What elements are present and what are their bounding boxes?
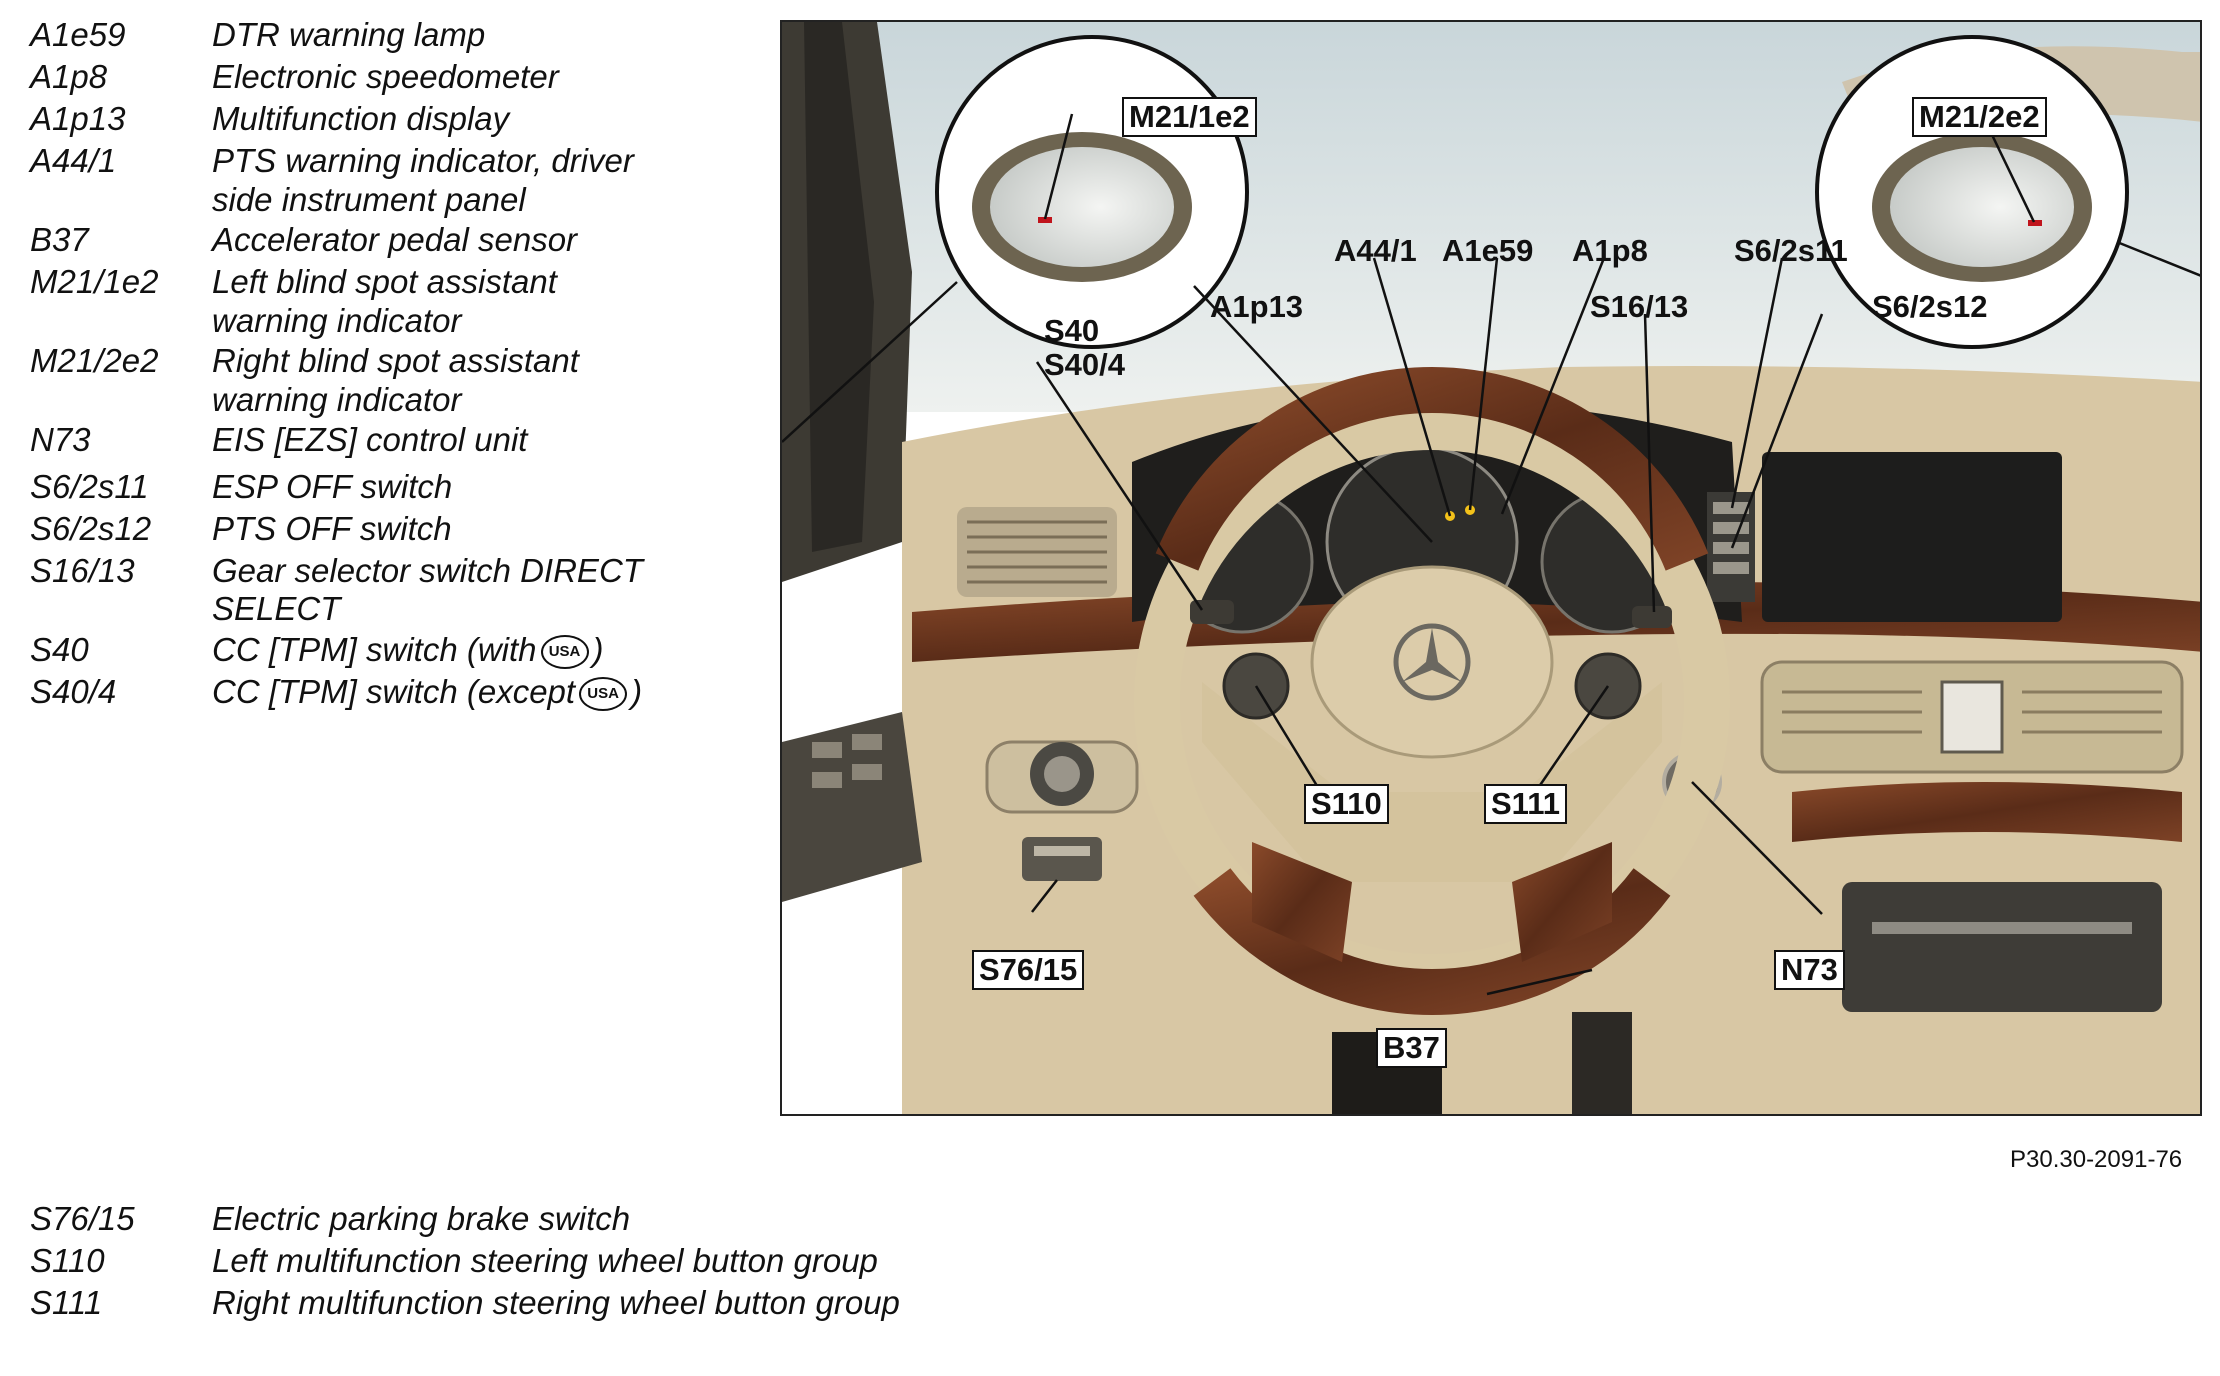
left-mirror-glass [990,147,1174,267]
legend-desc: PTS warning indicator, driver [212,142,634,179]
callout-a1e59: A1e59 [1442,233,1534,268]
legend-desc [212,631,604,669]
figure-reference-number: P30.30-2091-76 [2010,1146,2183,1173]
callout-s111: S111 [1484,784,1567,824]
callout-a1p13: A1p13 [1210,289,1304,324]
legend-desc: warning indicator [212,381,462,418]
legend-desc: Left blind spot assistant [212,263,557,300]
legend-desc: ESP OFF switch [212,468,453,505]
parking-brake-switch [1022,837,1102,881]
right-blind-spot-indicator [2028,220,2042,226]
legend-desc: SELECT [212,590,341,627]
legend-code: S76/15 [30,1200,135,1237]
legend-desc: Gear selector switch DIRECT [212,552,643,589]
callout-s6-2s11: S6/2s11 [1734,233,1848,268]
callout-b37: B37 [1376,1028,1447,1068]
legend-desc-close: ) [592,631,604,668]
callout-m21-1e2: M21/1e2 [1122,97,1257,137]
legend-desc-text: CC [TPM] switch (with [212,631,537,668]
legend-code: S6/2s12 [30,510,152,547]
callout-s40: S40 [1044,313,1100,348]
callout-s6-2s12: S6/2s12 [1872,289,1988,324]
right-mirror-glass [1890,147,2074,267]
legend-desc: Multifunction display [212,100,510,137]
legend-desc: Electronic speedometer [212,58,559,95]
legend-code: S6/2s11 [30,468,149,505]
legend-desc: PTS OFF switch [212,510,452,547]
legend-code: S16/13 [30,552,135,589]
callout-n73: N73 [1774,950,1845,990]
legend-code: A1p13 [30,100,126,137]
legend-desc-close: ) [631,673,643,710]
callout-a1p8: A1p8 [1572,233,1648,268]
legend-desc: Right blind spot assistant [212,342,579,379]
legend-code: A1p8 [30,58,108,95]
legend-desc: Left multifunction steering wheel button group [212,1242,878,1279]
callout-m21-2e2: M21/2e2 [1912,97,2047,137]
usa-badge: USA [579,677,627,711]
legend-desc-text: CC [TPM] switch (except [212,673,576,710]
legend-code: A44/1 [30,142,117,179]
legend-desc: side instrument panel [212,181,526,218]
legend-code: N73 [30,421,91,458]
callout-s40-4: S40/4 [1044,347,1126,382]
legend-desc: Accelerator pedal sensor [212,221,578,258]
legend-code: S40/4 [30,673,117,710]
callout-a44-1: A44/1 [1334,233,1417,268]
legend-code: M21/1e2 [30,263,159,300]
legend-desc [212,673,642,711]
legend-desc: warning indicator [212,302,462,339]
gear-selector-switch [1632,606,1672,628]
usa-badge: USA [541,635,589,669]
legend-desc: Electric parking brake switch [212,1200,631,1237]
legend-code: B37 [30,221,89,258]
callout-s110: S110 [1304,784,1389,824]
legend-desc: EIS [EZS] control unit [212,421,528,458]
legend-code: S111 [30,1284,103,1321]
legend-code: A1e59 [30,16,126,53]
legend-code: S110 [30,1242,105,1279]
analog-clock [1942,682,2002,752]
callout-s76-15: S76/15 [972,950,1084,990]
legend-code: M21/2e2 [30,342,159,379]
legend-code: S40 [30,631,89,668]
dashboard-illustration [780,20,2202,1116]
comand-display [1762,452,2062,622]
legend-desc: Right multifunction steering wheel button group [212,1284,900,1321]
callout-s16-13: S16/13 [1590,289,1689,324]
media-unit [1842,882,2162,1012]
legend-desc: DTR warning lamp [212,16,486,53]
